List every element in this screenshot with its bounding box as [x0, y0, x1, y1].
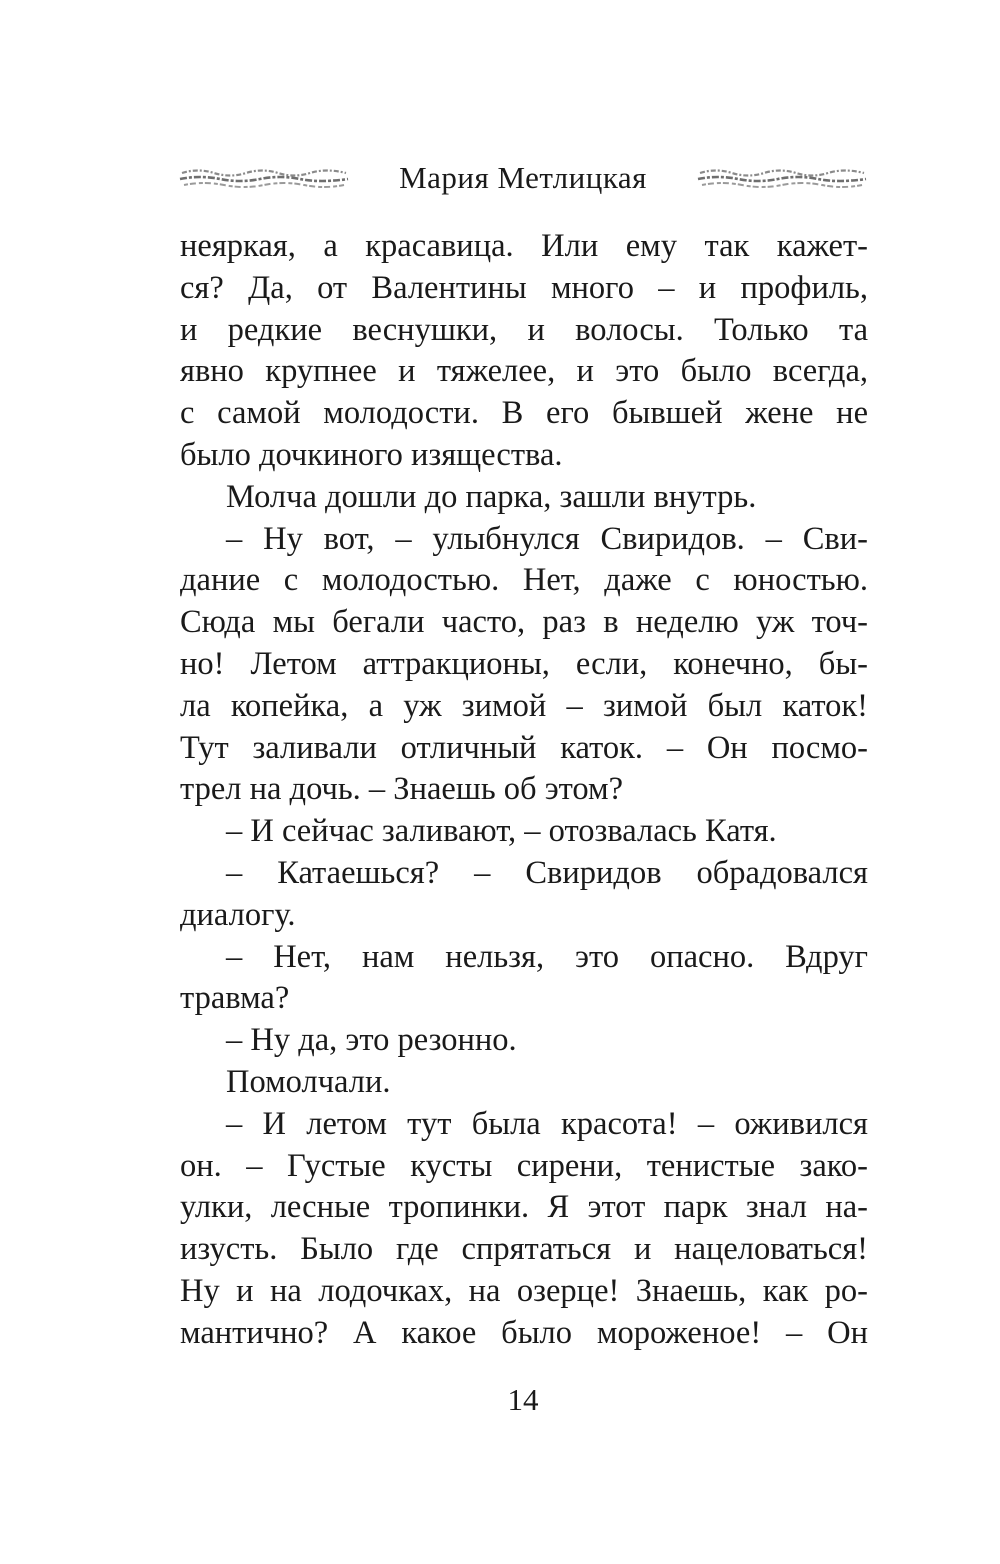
running-head-author: Мария Метлицкая	[399, 160, 647, 195]
text-line: Молча дошли до парка, зашли внутрь.	[226, 478, 757, 515]
text-line: – Нет, нам нельзя, это опасно. Вдруг	[226, 938, 868, 975]
text-line: явно крупнее и тяжелее, и это было всегда,	[180, 353, 868, 390]
decorative-rule-icon	[696, 164, 868, 192]
text-line: ся? Да, от Валентины много – и профиль,	[180, 269, 868, 306]
text-line: он. – Густые кусты сирени, тенистые зако-	[180, 1147, 868, 1184]
text-line: было дочкиного изящества.	[180, 436, 563, 473]
text-line: Сюда мы бегали часто, раз в неделю уж точ-	[180, 604, 868, 641]
text-line: диалогу.	[180, 896, 296, 933]
text-line: ла копейка, а уж зимой – зимой был каток!	[180, 687, 868, 724]
text-line: Помолчали.	[226, 1063, 391, 1100]
text-line: и редкие веснушки, и волосы. Только та	[180, 311, 868, 348]
text-line: – Катаешься? – Свиридов обрадовался	[226, 854, 868, 891]
running-header	[178, 154, 868, 202]
text-line: трел на дочь. – Знаешь об этом?	[180, 771, 624, 808]
text-line: изусть. Было где спрятаться и нацеловаться!	[180, 1231, 868, 1268]
page-number: 14	[507, 1382, 539, 1417]
text-line: – Ну вот, – улыбнулся Свиридов. – Сви-	[226, 520, 868, 557]
text-line: Ну и на лодочках, на озерце! Знаешь, как ро-	[180, 1272, 868, 1309]
text-line: – И летом тут была красота! – оживился	[226, 1105, 868, 1142]
text-line: – И сейчас заливают, – отозвалась Катя.	[226, 813, 777, 850]
text-line: неяркая, а красавица. Или ему так кажет-	[180, 228, 868, 264]
text-line: дание с молодостью. Нет, даже с юностью.	[180, 562, 868, 599]
text-line: улки, лесные тропинки. Я этот парк знал на-	[180, 1189, 868, 1226]
body-text	[180, 226, 868, 1355]
text-line: мантично? А какое было мороженое! – Он	[180, 1314, 868, 1351]
text-line: – Ну да, это резонно.	[226, 1022, 517, 1059]
text-line: с самой молодости. В его бывшей жене не	[180, 395, 868, 432]
text-line: но! Летом аттракционы, если, конечно, бы-	[180, 645, 868, 682]
text-line: травма?	[180, 980, 290, 1017]
text-line: Тут заливали отличный каток. – Он посмо-	[180, 729, 868, 766]
